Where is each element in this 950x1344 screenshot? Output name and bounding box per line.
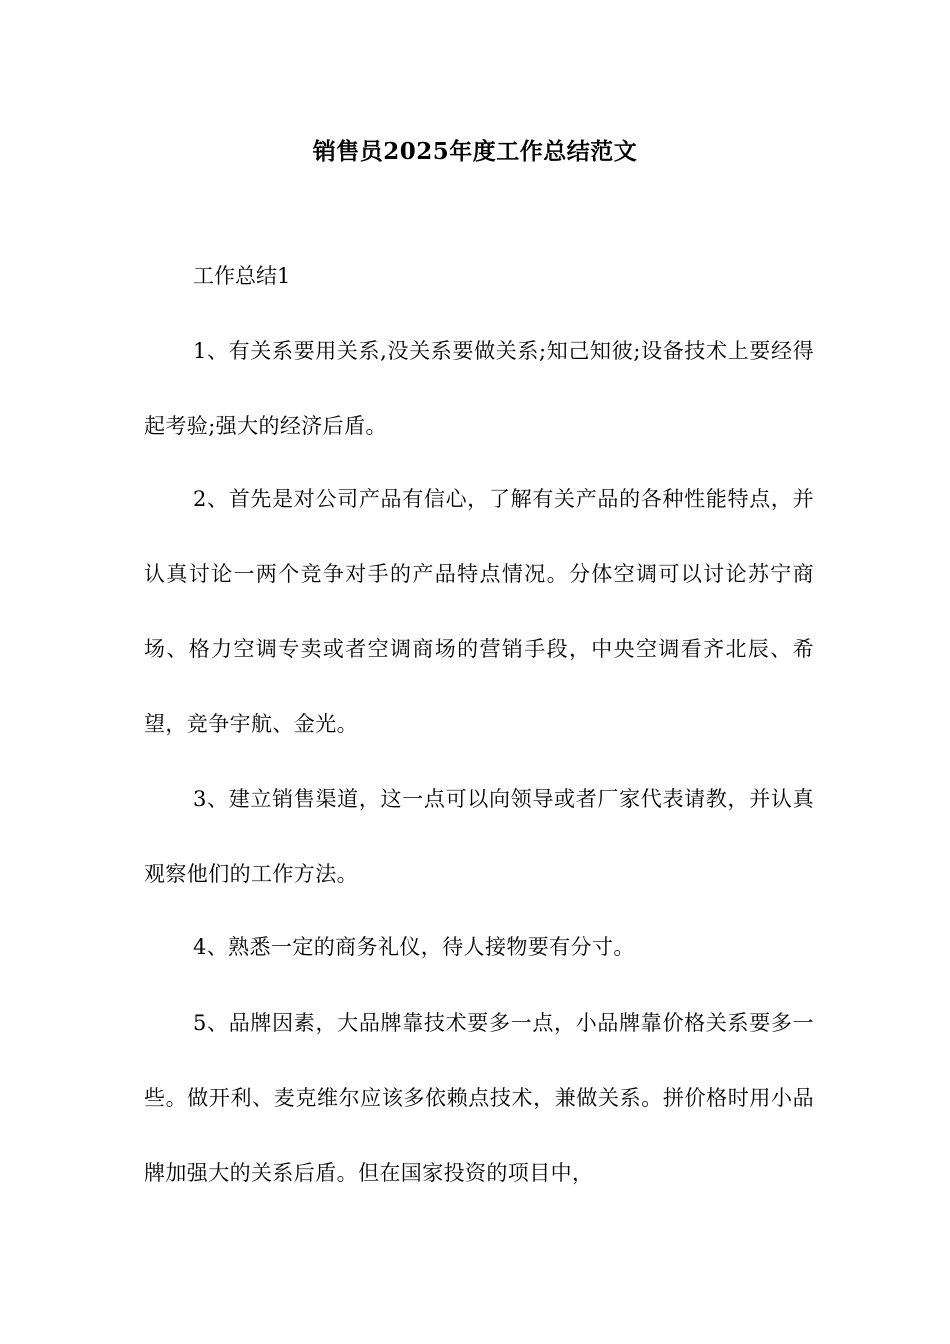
paragraph-5: 5、品牌因素，大品牌靠技术要多一点，小品牌靠价格关系要多一些。做开利、麦克维尔应该多依赖点技术，兼做关系。拼价格时用小品牌加强大的关系后盾。但在国家投资的项目中， [144,1011,814,1185]
paragraph-1: 1、有关系要用关系,没关系要做关系;知己知彼;设备技术上要经得起考验;强大的经济后盾。 [144,339,814,438]
paragraph-3: 3、建立销售渠道，这一点可以向领导或者厂家代表请教，并认真观察他们的工作方法。 [144,787,814,886]
document-title: 销售员2025年度工作总结范文 [312,138,638,165]
section-heading: 工作总结1 [193,264,291,288]
paragraph-4: 4、熟悉一定的商务礼仪，待人接物要有分寸。 [193,935,635,959]
paragraph-2: 2、首先是对公司产品有信心，了解有关产品的各种性能特点，并认真讨论一两个竞争对手的产品特点情况。分体空调可以讨论苏宁商场、格力空调专卖或者空调商场的营销手段，中央空调看齐北辰、希望，竞争宇航、金光。 [144,487,814,736]
